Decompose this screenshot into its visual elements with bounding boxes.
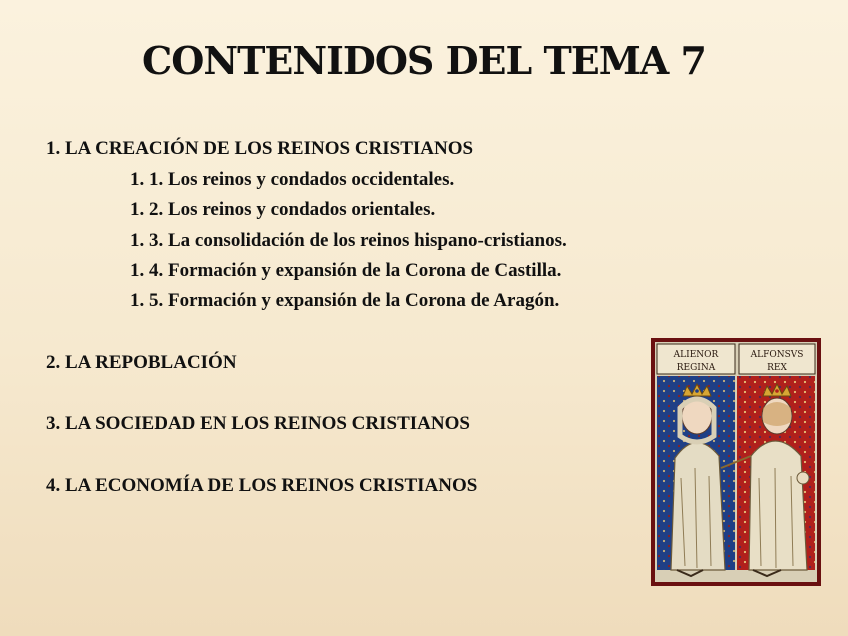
subsection-1-2: 1. 2. Los reinos y condados orientales. bbox=[130, 199, 436, 220]
subsection-1-1: 1. 1. Los reinos y condados occidentales. bbox=[130, 169, 455, 190]
section-1-heading: 1. LA CREACIÓN DE LOS REINOS CRISTIANOS bbox=[46, 138, 474, 159]
inscription-right-2: REX bbox=[767, 363, 787, 373]
section-4-heading: 4. LA ECONOMÍA DE LOS REINOS CRISTIANOS bbox=[46, 475, 478, 496]
inscription-right-1: ALFONSVS bbox=[750, 350, 804, 360]
inscription-left-1: ALIENOR bbox=[673, 350, 719, 360]
subsection-1-3: 1. 3. La consolidación de los reinos hispano-cristianos. bbox=[130, 230, 567, 251]
slide-title: CONTENIDOS DEL TEMA 7 bbox=[142, 38, 706, 83]
inscription-left-2: REGINA bbox=[676, 363, 716, 373]
medieval-miniature-image bbox=[651, 338, 821, 586]
subsection-1-5: 1. 5. Formación y expansión de la Corona de Aragón. bbox=[130, 290, 560, 311]
section-3-heading: 3. LA SOCIEDAD EN LOS REINOS CRISTIANOS bbox=[46, 413, 470, 434]
section-2-heading: 2. LA REPOBLACIÓN bbox=[46, 352, 237, 373]
subsection-1-4: 1. 4. Formación y expansión de la Corona de Castilla. bbox=[130, 260, 562, 281]
